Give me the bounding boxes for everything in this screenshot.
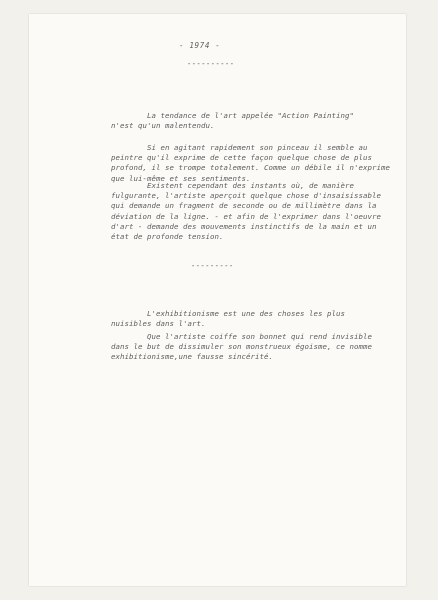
paragraph-painter-brush: Si en agitant rapidement son pinceau il semble au peintre qu'il exprime de cette façon quelque chose de plus profond, il se trompe totalement. Comme un débile il n'exprime que lui-même et ses sentiments. [111,143,390,183]
paragraph-exhibitionism: L'exhibitionisme est une des choses les plus nuisibles dans l'art. [111,309,345,329]
paragraph-action-painting: La tendance de l'art appelée "Action Painting" n'est qu'un malentendu. [111,111,354,131]
page-header-year: - 1974 - [179,41,221,50]
paragraph-instants: Existent cependant des instants où, de manière fulgurante, l'artiste aperçoit quelque chose d'insaisissable qui demande un fragment de seconde ou de millimètre dans la déviation de la ligne. - et afin de l'exprimer dans l'oeuvre d'art - demande des mouvements instinctifs de la main et un état de profonde tension. [111,181,381,242]
paragraph-invisible-bonnet: Que l'artiste coiffe son bonnet qui rend invisible dans le but de dissimuler son monstrueux égoisme, ce nomme exhibitionisme,une fausse sincérité. [111,332,372,362]
document-page [29,14,406,586]
divider-line: ---------- [187,59,235,68]
divider-line: --------- [191,261,234,270]
